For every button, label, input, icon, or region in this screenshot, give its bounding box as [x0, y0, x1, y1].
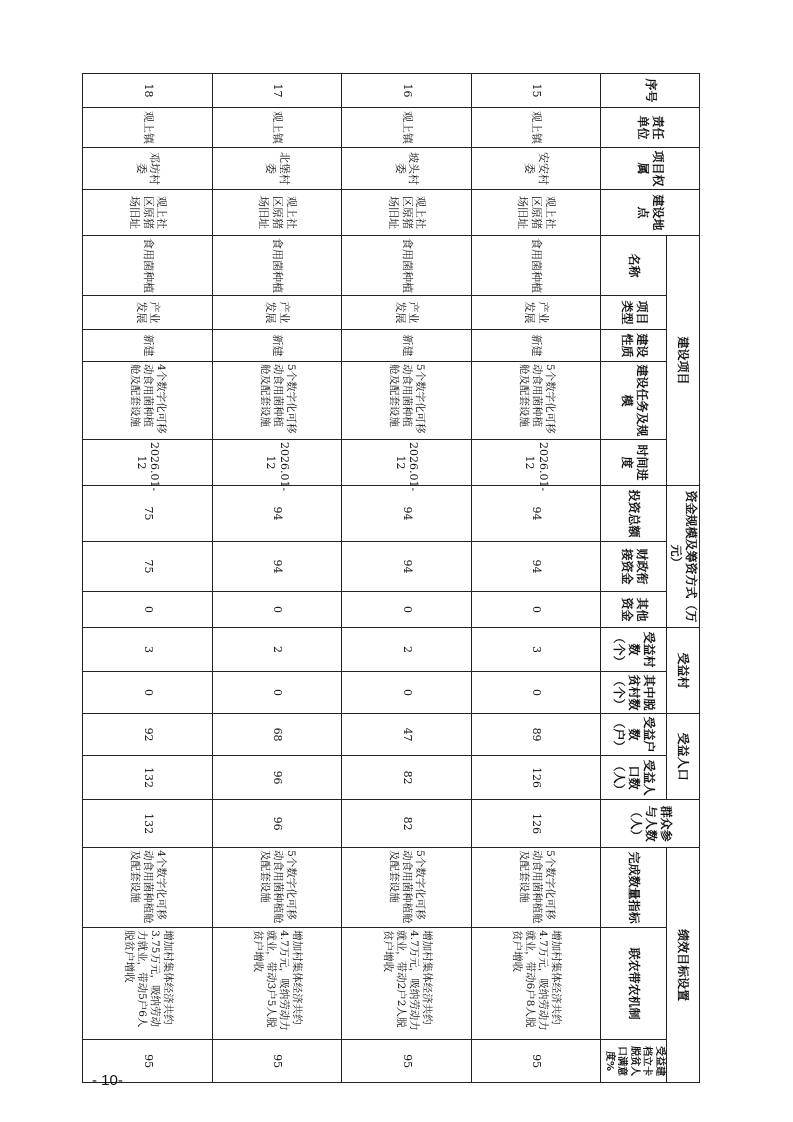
- cell-satisfaction: 95: [342, 1040, 472, 1083]
- cell-seq: 15: [472, 74, 602, 108]
- table-row: [83, 74, 213, 1083]
- cell-output: 5个数字化可移动食用菌种植舱及配套设施: [472, 848, 602, 928]
- cell-name: 食用菌种植: [83, 236, 213, 296]
- header-satisfaction: 受益建档立卡脱贫人口满意度%: [601, 1040, 667, 1083]
- cell-owner: 邓坊村委: [83, 148, 213, 190]
- cell-poor-villages: 0: [342, 672, 472, 714]
- cell-fiscal: 75: [83, 542, 213, 592]
- cell-schedule: 2026.01-12: [342, 440, 472, 486]
- cell-satisfaction: 95: [472, 1040, 602, 1083]
- cell-fiscal: 94: [342, 542, 472, 592]
- header-schedule: 时间进度: [601, 440, 667, 486]
- cell-satisfaction: 95: [83, 1040, 213, 1083]
- cell-households: 47: [342, 714, 472, 756]
- cell-schedule: 2026.01-12: [83, 440, 213, 486]
- cell-mechanism: 增加村集体经济共约4.7万元，吸纳劳动力就业，带动6户8人脱贫户增收: [472, 928, 602, 1040]
- cell-total: 94: [342, 486, 472, 542]
- header-fiscal: 财政衔接资金: [601, 542, 667, 592]
- cell-other: 0: [83, 592, 213, 628]
- header-task: 建设任务及规模: [601, 362, 667, 440]
- cell-owner: 安安村委: [472, 148, 602, 190]
- cell-persons: 132: [83, 756, 213, 800]
- cell-output: 5个数字化可移动食用菌种植舱及配套设施: [342, 848, 472, 928]
- cell-mechanism: 增加村集体经济共约3.75万元，吸纳劳动力就业，带动5户6人脱贫户增收: [83, 928, 213, 1040]
- cell-participants: 126: [472, 800, 602, 848]
- project-table: [83, 73, 701, 1083]
- cell-unit: 观上镇: [472, 108, 602, 148]
- cell-unit: 观上镇: [83, 108, 213, 148]
- table-row: [342, 74, 472, 1083]
- page-number: - 10-: [92, 1072, 123, 1089]
- header-other: 其他资金: [601, 592, 667, 628]
- cell-name: 食用菌种植: [342, 236, 472, 296]
- cell-mechanism: 增加村集体经济共约4.7万元，吸纳劳动力就业，带动2户2人脱贫户增收: [342, 928, 472, 1040]
- cell-unit: 观上镇: [213, 108, 343, 148]
- cell-task: 5个数字化可移动食用菌种植舱及配套设施: [342, 362, 472, 440]
- cell-persons: 126: [472, 756, 602, 800]
- cell-nature: 新建: [83, 330, 213, 362]
- cell-villages: 2: [213, 628, 343, 672]
- cell-households: 92: [83, 714, 213, 756]
- cell-nature: 新建: [213, 330, 343, 362]
- header-poor-villages: 其中脱贫村数（个）: [601, 672, 667, 714]
- cell-schedule: 2026.01-12: [213, 440, 343, 486]
- cell-name: 食用菌种植: [213, 236, 343, 296]
- header-output: 完成数量指标: [601, 848, 667, 928]
- header-total: 投资总额: [601, 486, 667, 542]
- cell-location: 观上社区原猪场旧址: [213, 190, 343, 236]
- cell-households: 89: [472, 714, 602, 756]
- cell-fiscal: 94: [213, 542, 343, 592]
- cell-poor-villages: 0: [213, 672, 343, 714]
- cell-total: 94: [213, 486, 343, 542]
- cell-output: 5个数字化可移动食用菌种植舱及配套设施: [213, 848, 343, 928]
- cell-location: 观上社区原猪场旧址: [342, 190, 472, 236]
- cell-location: 观上社区原猪场旧址: [472, 190, 602, 236]
- header-benefit-village-group: 受益村: [667, 628, 700, 714]
- cell-task: 4个数字化可移动食用菌种植舱及配套设施: [83, 362, 213, 440]
- cell-nature: 新建: [342, 330, 472, 362]
- header-type: 项目类型: [601, 296, 667, 330]
- cell-villages: 3: [83, 628, 213, 672]
- rotated-table-wrapper: [122, 73, 700, 1077]
- header-mechanism: 联农带农机制: [601, 928, 667, 1040]
- header-unit: 责任单位: [601, 108, 700, 148]
- header-perf-group: 绩效目标设置: [667, 848, 700, 1083]
- header-participants: 群众参与人数（人）: [601, 800, 700, 848]
- cell-type: 产业发展: [472, 296, 602, 330]
- cell-schedule: 2026.01-12: [472, 440, 602, 486]
- cell-mechanism: 增加村集体经济共约4.7万元，吸纳劳动力就业，带动3户5人脱贫户增收: [213, 928, 343, 1040]
- header-nature: 建设性质: [601, 330, 667, 362]
- header-location: 建设地点: [601, 190, 700, 236]
- cell-nature: 新建: [472, 330, 602, 362]
- cell-persons: 82: [342, 756, 472, 800]
- cell-unit: 观上镇: [342, 108, 472, 148]
- header-benefit-pop-group: 受益人口: [667, 714, 700, 800]
- cell-participants: 82: [342, 800, 472, 848]
- cell-seq: 17: [213, 74, 343, 108]
- cell-poor-villages: 0: [472, 672, 602, 714]
- cell-name: 食用菌种植: [472, 236, 602, 296]
- cell-poor-villages: 0: [83, 672, 213, 714]
- cell-task: 5个数字化可移动食用菌种植舱及配套设施: [472, 362, 602, 440]
- cell-households: 68: [213, 714, 343, 756]
- cell-satisfaction: 95: [213, 1040, 343, 1083]
- cell-villages: 2: [342, 628, 472, 672]
- cell-other: 0: [342, 592, 472, 628]
- cell-location: 观上社区原猪场旧址: [83, 190, 213, 236]
- header-funds-group: 资金规模及筹资方式（万元）: [667, 486, 700, 628]
- cell-total: 75: [83, 486, 213, 542]
- cell-villages: 3: [472, 628, 602, 672]
- cell-fiscal: 94: [472, 542, 602, 592]
- cell-participants: 96: [213, 800, 343, 848]
- cell-seq: 18: [83, 74, 213, 108]
- cell-owner: 坡头村委: [342, 148, 472, 190]
- cell-other: 0: [472, 592, 602, 628]
- header-name: 名称: [601, 236, 667, 296]
- header-seq: 序号: [601, 74, 700, 108]
- header-villages: 受益村数（个）: [601, 628, 667, 672]
- cell-participants: 132: [83, 800, 213, 848]
- cell-persons: 96: [213, 756, 343, 800]
- cell-output: 4个数字化可移动食用菌种植舱及配套设施: [83, 848, 213, 928]
- header-construction-group: 建设项目: [667, 236, 700, 486]
- table-row: [472, 74, 602, 1083]
- cell-seq: 16: [342, 74, 472, 108]
- cell-type: 产业发展: [342, 296, 472, 330]
- header-owner: 项目权属: [601, 148, 700, 190]
- cell-owner: 北堡村委: [213, 148, 343, 190]
- table-row: [213, 74, 343, 1083]
- header-persons: 受益人口数（人）: [601, 756, 667, 800]
- cell-total: 94: [472, 486, 602, 542]
- header-households: 受益户数（户）: [601, 714, 667, 756]
- cell-other: 0: [213, 592, 343, 628]
- cell-task: 5个数字化可移动食用菌种植舱及配套设施: [213, 362, 343, 440]
- cell-type: 产业发展: [213, 296, 343, 330]
- cell-type: 产业发展: [83, 296, 213, 330]
